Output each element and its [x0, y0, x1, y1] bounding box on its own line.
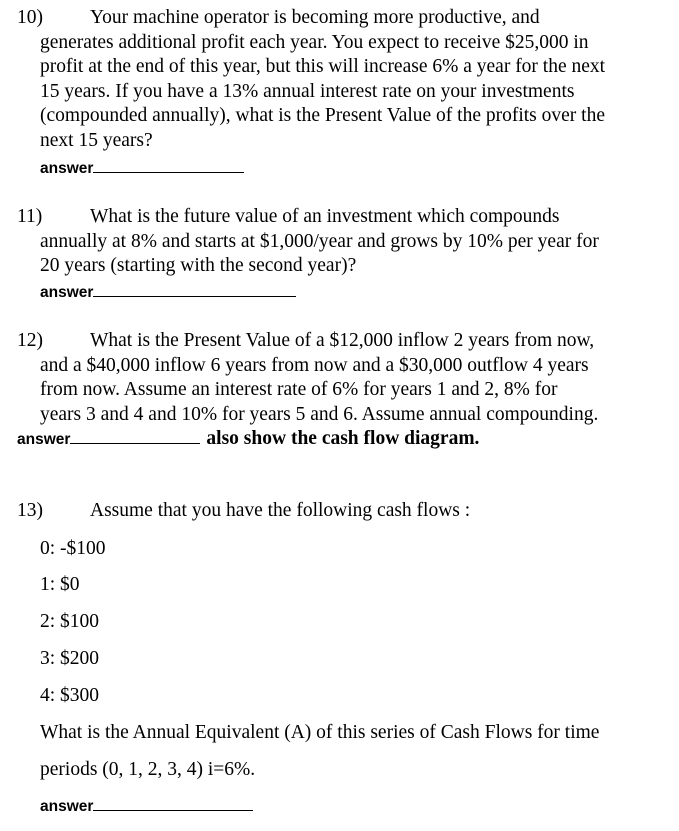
- answer-blank[interactable]: [93, 284, 296, 297]
- question-10-line-3: profit at the end of this year, but this will increase 6% a year for the next: [40, 56, 606, 78]
- question-13-intro-text: Assume that you have the following cash flows :: [90, 500, 471, 521]
- question-10-line-4: 15 years. If you have a 13% annual interest rate on your investments: [40, 80, 575, 102]
- cash-flow-diagram-instruction: also show the cash flow diagram.: [206, 428, 480, 449]
- question-12-line-2: and a $40,000 inflow 6 years from now and a $30,000 outflow 4 years: [40, 354, 589, 376]
- cash-flow-item: 4: $300: [40, 685, 100, 706]
- question-10-line-6: next 15 years?: [40, 129, 153, 151]
- question-11-text: [17, 205, 667, 279]
- question-10-number: 10): [17, 7, 43, 28]
- question-12-line-1: What is the Present Value of a $12,000 inflow 2 years from now,: [90, 330, 595, 351]
- answer-label: answer: [40, 160, 94, 177]
- question-11: [17, 205, 667, 279]
- question-11-number: 11): [17, 206, 43, 227]
- answer-label: answer: [40, 798, 94, 815]
- question-11-answer: [40, 284, 296, 302]
- question-13-answer: [40, 798, 253, 816]
- question-12-line-4: years 3 and 4 and 10% for years 5 and 6. Assume annual compounding.: [40, 403, 599, 425]
- question-10-line-5: (compounded annually), what is the Present Value of the profits over the: [40, 105, 605, 127]
- answer-blank[interactable]: [70, 431, 200, 444]
- question-10: [17, 6, 667, 154]
- question-13-intro: [17, 499, 667, 524]
- question-13-question-line-1: What is the Annual Equivalent (A) of this series of Cash Flows for time: [40, 722, 600, 743]
- question-11-line-2: annually at 8% and starts at $1,000/year and grows by 10% per year for: [40, 230, 599, 252]
- question-11-line-1: What is the future value of an investment which compounds: [90, 206, 560, 227]
- answer-blank[interactable]: [93, 160, 244, 173]
- cash-flow-item: 2: $100: [40, 611, 100, 632]
- question-12-number: 12): [17, 330, 43, 351]
- question-12: [17, 329, 667, 427]
- question-11-line-3: 20 years (starting with the second year)?: [40, 255, 357, 277]
- question-13-number: 13): [17, 500, 43, 521]
- question-13: [17, 499, 667, 524]
- answer-label: answer: [17, 431, 71, 448]
- answer-blank[interactable]: [93, 798, 253, 811]
- question-10-line-1: Your machine operator is becoming more productive, and: [90, 7, 540, 28]
- question-12-answer: [17, 430, 479, 449]
- answer-label: answer: [40, 284, 94, 301]
- question-12-text: [17, 329, 667, 427]
- question-10-text: [17, 6, 667, 154]
- cash-flow-item: 3: $200: [40, 648, 100, 669]
- cash-flow-item: 1: $0: [40, 574, 80, 595]
- question-12-line-3: from now. Assume an interest rate of 6% for years 1 and 2, 8% for: [40, 379, 558, 401]
- question-10-answer: [40, 160, 244, 178]
- question-13-question-line-2: periods (0, 1, 2, 3, 4) i=6%.: [40, 759, 256, 780]
- question-10-line-2: generates additional profit each year. You expect to receive $25,000 in: [40, 31, 589, 53]
- cash-flow-item: 0: -$100: [40, 538, 106, 559]
